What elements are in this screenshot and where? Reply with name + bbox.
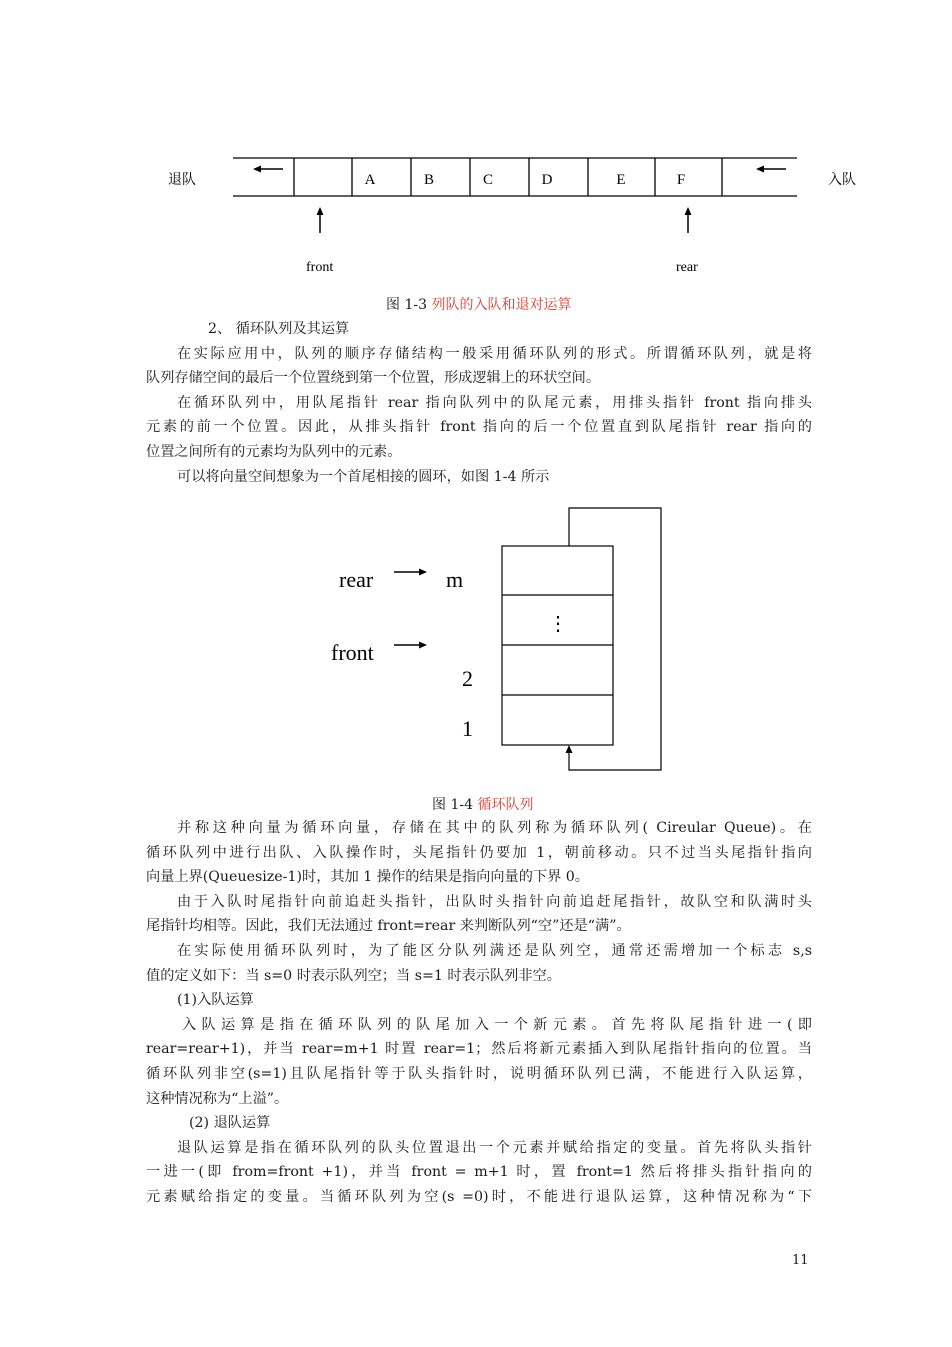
front-up-arrow-icon <box>317 207 324 233</box>
section-circular-queue-intro <box>146 317 812 489</box>
rear-arrow-icon <box>394 569 427 576</box>
paragraph: 退队运算是指在循环队列的队头位置退出一个元素并赋给指定的变量。首先将队头指针 一进一(即 from=front +1)，并当 front = m+1 时，置 front=1 然后将排头指针指向的 元素赋给指定的变量。当循环队列为空(s =0)时，不能进行退队运算，这种情况称为“下 <box>146 1139 812 1205</box>
rear-up-arrow-icon <box>685 207 692 233</box>
paragraph: 并称这种向量为循环向量，存储在其中的队列称为循环队列( Cireular Queue)。在 循环队列中进行出队、入队操作时，头尾指针仍要加 1，朝前移动。只不过当头尾指针指向 向量上界(Queuesize-1)时，其加 1 操作的结果是指向向量的下界 0。 <box>146 820 812 886</box>
caption-title: 列队的入队和退对运算 <box>431 297 572 313</box>
caption-prefix: 图 1-3 <box>386 297 427 313</box>
slot-label-m: m <box>446 567 464 592</box>
slot-label-2: 2 <box>462 666 473 691</box>
queue-cell-e: E <box>616 172 626 188</box>
figure-linear-queue <box>150 140 880 290</box>
storage-slot-dividers <box>502 595 613 695</box>
paragraph: 在循环队列中，用队尾指针 rear 指向队列中的队尾元素，用排头指针 front 指向排头 元素的前一个位置。因此，从排头指针 front 指向的后一个位置直到队尾指针 rear 指向的 位置之间所有的元素均为队列中的元素。 <box>146 394 812 460</box>
figure-1-3-caption <box>386 294 571 314</box>
slot-label-1: 1 <box>462 716 473 741</box>
paragraph: 在实际应用中，队列的顺序存储结构一般采用循环队列的形式。所谓循环队列，就是将 队列存储空间的最后一个位置绕到第一个位置，形成逻辑上的环状空间。 <box>146 345 812 387</box>
page-number: 11 <box>792 1253 809 1268</box>
queue-cell-b: B <box>423 172 435 188</box>
front-pointer-label: front <box>306 260 334 275</box>
front-label: front <box>331 640 374 665</box>
enqueue-arrow-icon <box>756 166 786 173</box>
paragraph: 可以将向量空间想象为一个首尾相接的圆环，如图 1-4 所示 <box>177 468 550 485</box>
figure-circular-queue <box>320 500 680 785</box>
section-heading: 2、 循环队列及其运算 <box>208 321 350 337</box>
paragraph: 在实际使用循环队列时，为了能区分队列满还是队列空，通常还需增加一个标志 s,s 值的定义如下：当 s=0 时表示队列空；当 s=1 时表示队列非空。 <box>146 942 812 984</box>
paragraph: 入队运算是指在循环队列的队尾加入一个新元素。首先将队尾指针进一(即 rear=rear+1)，并当 rear=m+1 时置 rear=1；然后将新元素插入到队尾指针指向的位置。当 循环队列非空(s=1)且队尾指针等于队头指针时，说明循环队列已满，不能进行入队运算， 这种情况称为“上溢”。 <box>146 1016 812 1107</box>
paragraph: 由于入队时尾指针向前追赶头指针，出队时头指针向前追赶尾指针，故队空和队满时头 尾指针均相等。因此，我们无法通过 front=rear 来判断队列“空”还是“满”。 <box>146 893 812 935</box>
section-circular-queue-details <box>146 816 812 1210</box>
queue-cell-dividers <box>294 158 722 196</box>
rear-label: rear <box>339 567 374 592</box>
left-arrow-icon <box>253 166 283 173</box>
front-arrow-icon <box>394 642 427 649</box>
caption-prefix: 图 1-4 <box>432 797 473 813</box>
subheading-enqueue: (1)入队运算 <box>177 992 254 1009</box>
queue-cell-c: C <box>482 172 494 188</box>
figure-1-4-caption <box>432 794 533 814</box>
dequeue-label: 退队 <box>168 173 196 188</box>
subheading-dequeue: (2) 退队运算 <box>189 1115 271 1132</box>
enqueue-label: 入队 <box>828 173 856 188</box>
queue-cell-d: D <box>541 172 553 188</box>
caption-title: 循环队列 <box>477 797 534 813</box>
slot-dots: ⋮ <box>548 613 568 635</box>
queue-cell-a: A <box>364 172 376 188</box>
wraparound-arrow-icon <box>566 745 573 753</box>
wraparound-link <box>569 508 661 770</box>
rear-pointer-label: rear <box>676 260 698 275</box>
queue-cell-f: F <box>676 172 686 188</box>
